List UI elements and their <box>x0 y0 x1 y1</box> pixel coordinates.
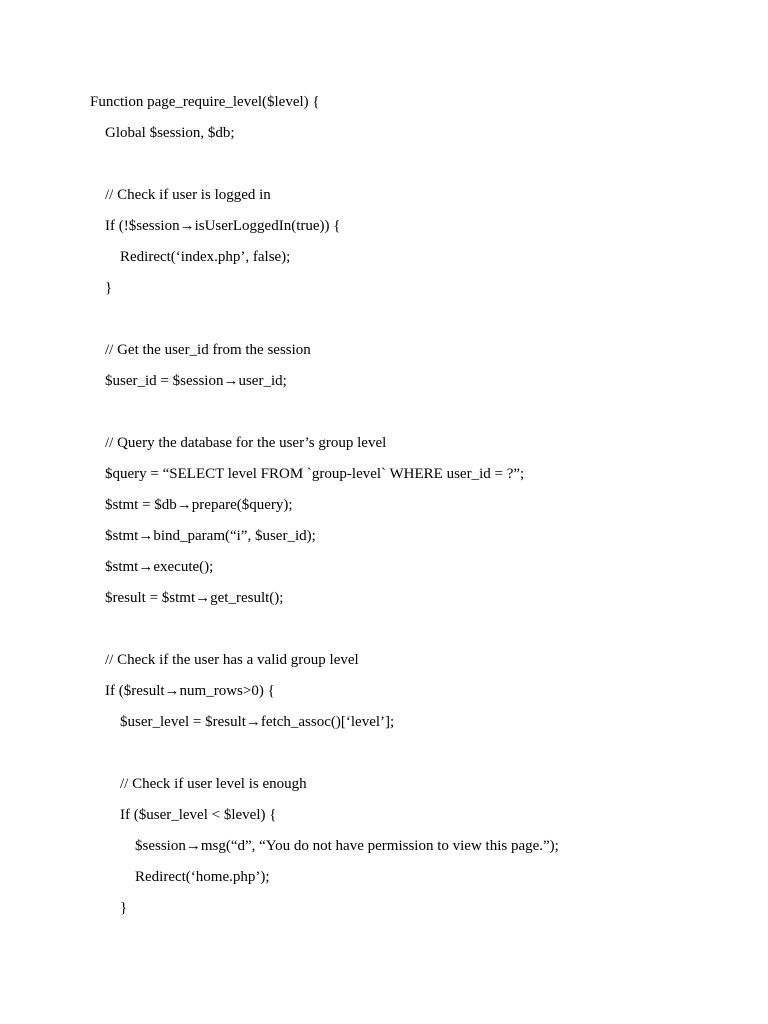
code-line: $stmt = $db→prepare($query); <box>105 497 293 513</box>
code-line: $session→msg(“d”, “You do not have permission to view this page.”); <box>135 838 559 854</box>
blank-line <box>90 149 730 180</box>
code-line: $user_id = $session→user_id; <box>105 373 287 389</box>
code-line: } <box>120 900 128 916</box>
code-line: Redirect(‘home.php’); <box>135 869 270 885</box>
code-line: $stmt→execute(); <box>105 559 214 575</box>
code-comment: // Check if user is logged in <box>105 187 271 203</box>
code-line: $result = $stmt→get_result(); <box>105 590 284 606</box>
code-line: $stmt→bind_param(“i”, $user_id); <box>105 528 316 544</box>
blank-line <box>90 304 730 335</box>
code-line: $user_level = $result→fetch_assoc()[‘level’]; <box>120 714 395 730</box>
blank-line <box>90 397 730 428</box>
code-line: If ($user_level < $level) { <box>120 807 277 823</box>
code-line: Global $session, $db; <box>105 125 235 141</box>
code-line: } <box>105 280 113 296</box>
code-comment: // Check if user level is enough <box>120 776 307 792</box>
code-comment: // Get the user_id from the session <box>105 342 311 358</box>
code-line: If (!$session→isUserLoggedIn(true)) { <box>105 218 341 234</box>
code-line: Redirect(‘index.php’, false); <box>120 249 291 265</box>
code-line: If ($result→num_rows>0) { <box>105 683 275 699</box>
code-line: Function page_require_level($level) { <box>90 94 320 110</box>
code-line: $query = “SELECT level FROM `group-level` WHERE user_id = ?”; <box>105 466 525 482</box>
code-comment: // Check if the user has a valid group level <box>105 652 359 668</box>
blank-line <box>90 614 730 645</box>
blank-line <box>90 738 730 769</box>
code-listing <box>90 87 730 924</box>
code-comment: // Query the database for the user’s group level <box>105 435 387 451</box>
